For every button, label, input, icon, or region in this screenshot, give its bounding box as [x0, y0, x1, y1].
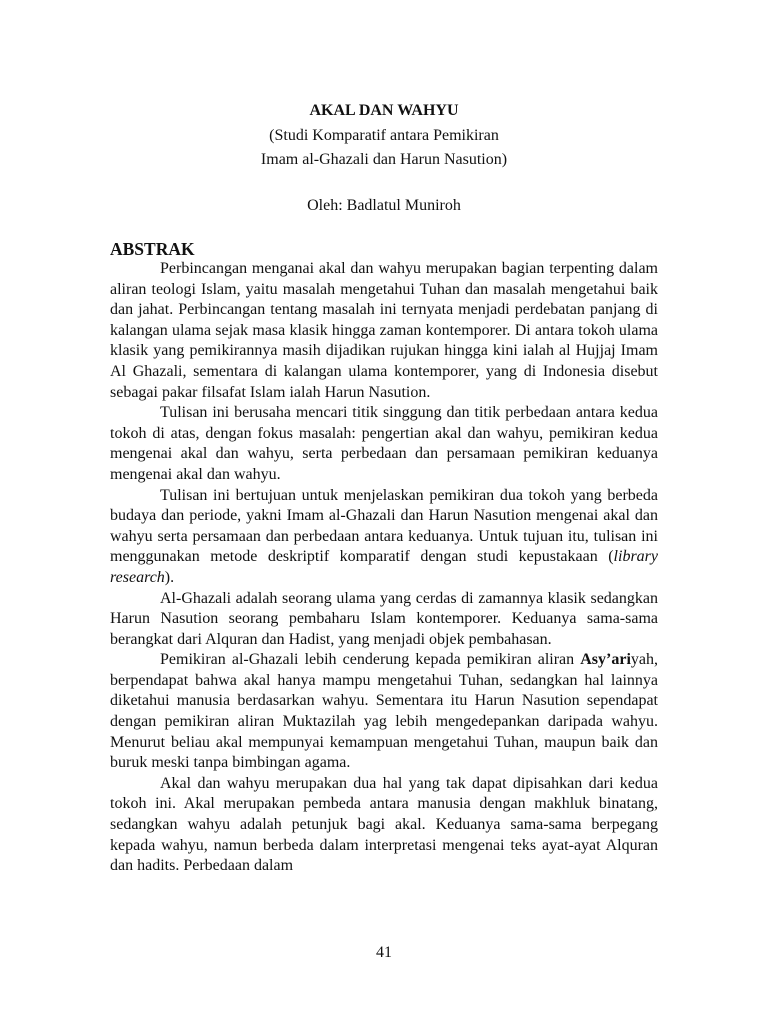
paragraph-text: Pemikiran al-Ghazali lebih cenderung kepada pemikiran aliran [160, 651, 581, 669]
paragraph-text: Perbincangan menganai akal dan wahyu merupakan bagian terpenting dalam aliran teologi Islam, yaitu masalah mengetahui Tuhan dan masalah mengetahui baik dan jahat. Perbincangan tentang masalah ini ternyata menjadi perdebatan panjang di kalangan ulama sejak masa klasik hingga zaman kontemporer. Di antara tokoh ulama klasik yang pemikirannya masih dijadikan rujukan hingga kini ialah al Hujjaj Imam Al Ghazali, sementara di kalangan ulama kontemporer, yang di Indonesia disebut sebagai pakar filsafat Islam ialah Harun Nasution. [110, 260, 658, 401]
paragraph-text: Tulisan ini berusaha mencari titik singgung dan titik perbedaan antara kedua tokoh di atas, dengan fokus masalah: pengertian akal dan wahyu, pemikiran kedua mengenai akal dan wahyu, serta perbedaan dan persamaan pemikiran keduanya mengenai akal dan wahyu. [110, 404, 658, 483]
abstract-paragraph [110, 589, 658, 651]
abstract-paragraph [110, 774, 658, 877]
abstract-body [110, 259, 658, 877]
subtitle-line-2: Imam al-Ghazali dan Harun Nasution) [260, 150, 508, 168]
section-heading-abstract: ABSTRAK [110, 239, 195, 259]
italic-term: library research [110, 548, 658, 586]
author-line: Oleh: Badlatul Muniroh [307, 197, 461, 214]
abstract-paragraph [110, 259, 658, 403]
paragraph-text: Tulisan ini bertujuan untuk menjelaskan pemikiran dua tokoh yang berbeda budaya dan periode, yakni Imam al-Ghazali dan Harun Nasution mengenai akal dan wahyu serta persamaan dan perbedaan antara keduanya. Untuk tujuan itu, tulisan ini menggunakan metode deskriptif komparatif dengan studi kepustakaan ( [110, 486, 658, 566]
paragraph-text: ). [164, 568, 175, 586]
abstract-paragraph [110, 403, 658, 485]
paragraph-text: Akal dan wahyu merupakan dua hal yang tak dapat dipisahkan dari kedua tokoh ini. Akal merupakan pembeda antara manusia dengan makhluk binatang, sedangkan wahyu adalah petunjuk bagi akal. Keduanya sama-sama berpegang kepada wahyu, namun berbeda dalam interpretasi mengenai teks ayat-ayat Alquran dan hadits. Perbedaan dalam [110, 774, 658, 875]
abstract-paragraph [110, 650, 658, 774]
paper-title: AKAL DAN WAHYU [309, 102, 459, 119]
abstract-paragraph [110, 486, 658, 589]
paper-subtitle [0, 124, 768, 171]
bold-term: Asy’ari [580, 651, 631, 669]
subtitle-line-1: (Studi Komparatif antara Pemikiran [269, 127, 499, 144]
paragraph-text: Al-Ghazali adalah seorang ulama yang cerdas di zamannya klasik sedangkan Harun Nasution seorang pembaharu Islam kontemporer. Keduanya sama-sama berangkat dari Alquran dan Hadist, yang menjadi objek pembahasan. [110, 589, 658, 648]
paragraph-text: yah, berpendapat bahwa akal hanya mampu mengetahui Tuhan, sedangkan hal lainnya diketahui manusia berdasarkan wahyu. Sementara itu Harun Nasution sependapat dengan pemikiran aliran Muktazilah yag lebih mengedepankan daripada wahyu. Menurut beliau akal mempunyai kemampuan mengetahui Tuhan, maupun baik dan buruk meski tanpa bimbingan agama. [110, 651, 658, 772]
page-number: 41 [376, 944, 392, 961]
